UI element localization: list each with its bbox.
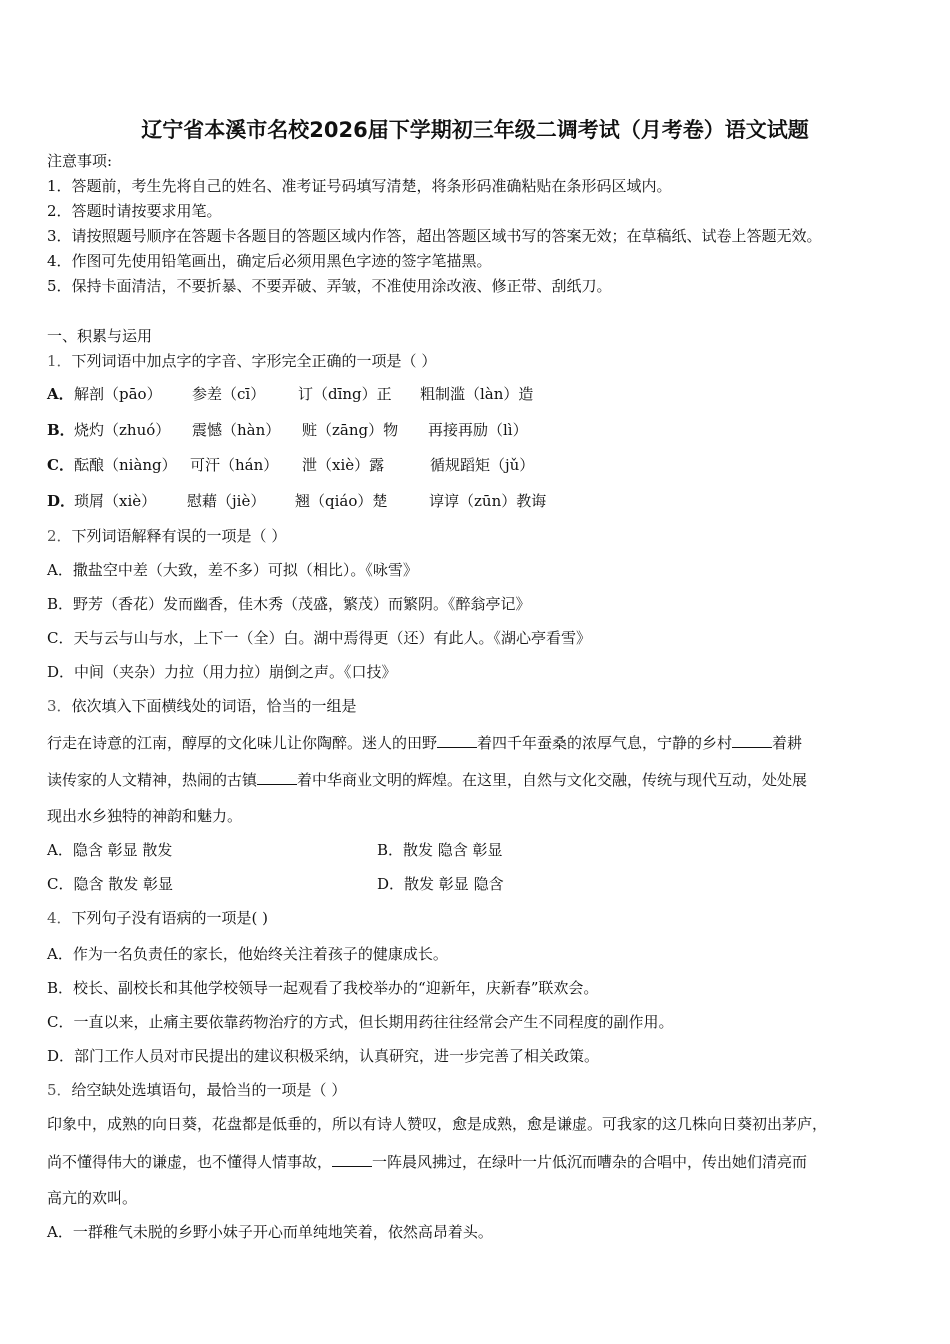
q2-option-b: B．野芳（香花）发而幽香，佳木秀（茂盛，繁茂）而繁阴。《醉翁亭记》 (47, 595, 531, 613)
q3-text: 依次填入下面横线处的词语，恰当的一组是 (71, 697, 357, 715)
q1-b-word3: 赃（zāng）物 (302, 421, 399, 439)
q3-option-c: C．隐含 散发 彰显 (47, 875, 174, 893)
q1-d-word2: 慰藉（jiè） (187, 492, 266, 510)
q1-c-word1: 酝酿（niàng） (74, 456, 177, 474)
q4-text: 下列句子没有语病的一项是( ) (71, 909, 269, 927)
q1-b-word4: 再接再励（lì） (428, 421, 528, 439)
q1-a-word1: 解剖（pāo） (74, 385, 162, 403)
q5-passage-line-1: 印象中，成熟的向日葵，花盘都是低垂的，所以有诗人赞叹，愈是成熟，愈是谦虚。可我家的这几株向日葵初出茅庐， (47, 1115, 828, 1133)
q1-option-c (47, 456, 907, 474)
q2-option-a: A．撒盐空中差（大致，差不多）可拟（相比）。《咏雪》 (47, 561, 418, 579)
q1-d-label: D． (47, 492, 76, 510)
q4-option-c: C．一直以来，止痛主要依靠药物治疗的方式，但长期用药往往经常会产生不同程度的副作用。 (47, 1013, 674, 1031)
q1-c-word3: 泄（xiè）露 (302, 456, 385, 474)
q3-p1a: 行走在诗意的江南，醇厚的文化味儿让你陶醉。迷人的田野 (47, 734, 438, 752)
q1-number: 1． (47, 352, 72, 370)
q1-b-word2: 震憾（hàn） (192, 421, 281, 439)
q1-a-word3: 订（dīng）正 (298, 385, 392, 403)
q1-a-word4: 粗制滥（làn）造 (420, 385, 534, 403)
q4-stem (47, 909, 268, 927)
section-heading: 一、积累与运用 (47, 327, 153, 345)
q2-text: 下列词语解释有误的一项是（ ） (71, 527, 287, 545)
q5-p2b: 一阵晨风拂过，在绿叶一片低沉而嘈杂的合唱中，传出她们清亮而 (372, 1153, 808, 1171)
answer-blank-2 (732, 733, 772, 748)
q3-passage-line-2 (47, 770, 907, 789)
q3-passage-line-3: 现出水乡独特的神韵和魅力。 (47, 807, 243, 825)
q2-option-c: C．天与云与山与水，上下一（全）白。湖中焉得更（还）有此人。《湖心亭看雪》 (47, 629, 591, 647)
q3-option-b: B．散发 隐含 彰显 (377, 841, 503, 859)
notice-item-3: 3．请按照题号顺序在答题卡各题目的答题区域内作答，超出答题区域书写的答案无效；在草稿纸、试卷上答题无效。 (47, 227, 822, 245)
q1-d-word3: 翘（qiáo）楚 (295, 492, 388, 510)
notice-item-4: 4．作图可先使用铅笔画出，确定后必须用黑色字迹的签字笔描黑。 (47, 252, 492, 270)
q5-stem (47, 1081, 346, 1099)
q1-text: 下列词语中加点字的字音、字形完全正确的一项是（ ） (71, 352, 437, 370)
q3-option-a: A．隐含 彰显 散发 (47, 841, 173, 859)
q3-p1b: 着四千年蚕桑的浓厚气息，宁静的乡村 (477, 734, 733, 752)
q2-number: 2． (47, 527, 72, 545)
notice-item-5: 5．保持卡面清洁，不要折暴、不要弄破、弄皱，不准使用涂改液、修正带、刮纸刀。 (47, 277, 612, 295)
q3-option-d: D．散发 彰显 隐含 (377, 875, 504, 893)
q5-passage-line-3: 高亢的欢叫。 (47, 1189, 138, 1207)
answer-blank-4 (332, 1152, 372, 1167)
q1-stem (47, 352, 436, 370)
q3-p2b: 着中华商业文明的辉煌。在这里，自然与文化交融，传统与现代互动，处处展 (297, 771, 808, 789)
q3-number: 3． (47, 697, 72, 715)
q5-text: 给空缺处选填语句，最恰当的一项是（ ） (71, 1081, 347, 1099)
notice-item-2: 2．答题时请按要求用笔。 (47, 202, 222, 220)
answer-blank-1 (437, 733, 477, 748)
q4-option-b: B．校长、副校长和其他学校领导一起观看了我校举办的“迎新年，庆新春”联欢会。 (47, 979, 599, 997)
q1-d-word1: 琐屑（xiè） (74, 492, 157, 510)
q1-option-b (47, 421, 907, 439)
q1-c-word4: 循规蹈矩（jǔ） (430, 456, 535, 474)
q1-a-word2: 参差（cī） (192, 385, 266, 403)
q3-passage-line-1 (47, 733, 907, 752)
answer-blank-3 (257, 770, 297, 785)
q5-p2a: 尚不懂得伟大的谦虚，也不懂得人情事故， (47, 1153, 333, 1171)
q1-option-d (47, 492, 907, 510)
q1-option-a (47, 385, 907, 403)
q1-a-label: A． (47, 385, 74, 403)
exam-title: 辽宁省本溪市名校2026届下学期初三年级二调考试（月考卷）语文试题 (141, 118, 809, 142)
q4-option-a: A．作为一名负责任的家长，他始终关注着孩子的健康成长。 (47, 945, 448, 963)
q3-p1c: 着耕 (772, 734, 803, 752)
q1-b-label: B． (47, 421, 75, 439)
q5-number: 5． (47, 1081, 72, 1099)
notice-heading: 注意事项: (47, 152, 113, 170)
q1-b-word1: 烧灼（zhuó） (74, 421, 171, 439)
q5-option-a: A．一群稚气未脱的乡野小妹子开心而单纯地笑着，依然高昂着头。 (47, 1223, 493, 1241)
q2-stem (47, 527, 286, 545)
notice-item-1: 1．答题前，考生先将自己的姓名、准考证号码填写清楚，将条形码准确粘贴在条形码区域内。 (47, 177, 672, 195)
q3-p2a: 读传家的人文精神，热闹的古镇 (47, 771, 258, 789)
q4-number: 4． (47, 909, 72, 927)
q1-c-label: C． (47, 456, 74, 474)
q4-option-d: D．部门工作人员对市民提出的建议积极采纳，认真研究，进一步完善了相关政策。 (47, 1047, 600, 1065)
q5-passage-line-2 (47, 1152, 907, 1171)
q2-option-d: D．中间（夹杂）力拉（用力拉）崩倒之声。《口技》 (47, 663, 397, 681)
q1-d-word4: 谆谆（zūn）教诲 (429, 492, 547, 510)
q1-c-word2: 可汗（hán） (190, 456, 279, 474)
q3-stem (47, 697, 357, 715)
